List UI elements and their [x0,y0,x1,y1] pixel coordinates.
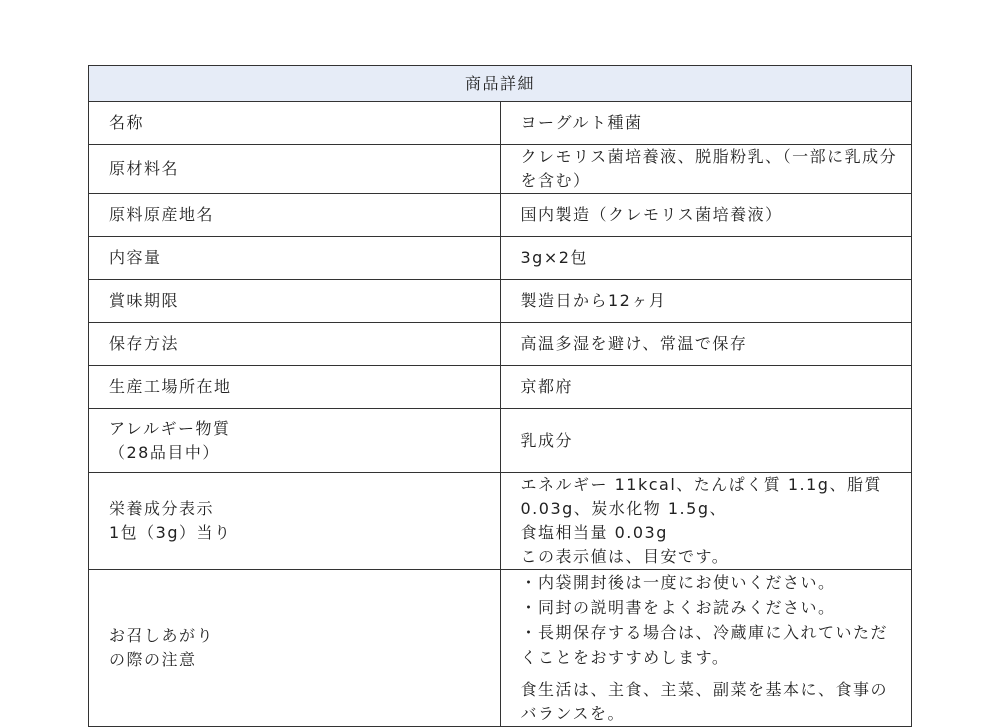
table-row [89,570,912,727]
nutrition-label-line: 栄養成分表示 [109,499,215,518]
table-row [89,366,912,409]
row-label-contents: 内容量 [89,237,501,280]
list-item: ・同封の説明書をよくお読みください。 [520,598,836,617]
table-row [89,145,912,194]
row-label-allergen [89,409,501,473]
table-row [89,102,912,145]
notes-label-line: の際の注意 [109,650,197,669]
table-row [89,280,912,323]
row-label-factory: 生産工場所在地 [89,366,501,409]
row-value-storage: 高温多湿を避け、常温で保存 [500,323,912,366]
row-label-storage: 保存方法 [89,323,501,366]
row-value-best-before: 製造日から12ヶ月 [500,280,912,323]
row-label-nutrition [89,473,501,570]
row-label-notes [89,570,501,727]
table-row [89,409,912,473]
notes-footer: 食生活は、主食、主菜、副菜を基本に、食事のバランスを。 [520,680,889,723]
row-value-contents: 3g×2包 [500,237,912,280]
row-label-name: 名称 [89,102,501,145]
notes-list [521,570,904,670]
table-title: 商品詳細 [89,66,912,102]
list-item: ・長期保存する場合は、冷蔵庫に入れていただくことをおすすめします。 [520,623,889,667]
nutrition-value-line: 食塩相当量 0.03g [520,523,668,542]
row-value-ingredients: クレモリス菌培養液、脱脂粉乳、（一部に乳成分を含む） [500,145,912,194]
row-label-origin: 原料原産地名 [89,194,501,237]
notes-label-line: お召しあがり [109,626,215,645]
row-value-nutrition [500,473,912,570]
row-value-factory: 京都府 [500,366,912,409]
product-detail-table [88,65,912,727]
list-item: ・内袋開封後は一度にお使いください。 [520,573,836,592]
table-row [89,323,912,366]
nutrition-value-line: この表示値は、目安です。 [520,547,730,566]
table-row [89,194,912,237]
nutrition-value-line: エネルギー 11kcal、たんぱく質 1.1g、脂質 0.03g、炭水化物 1.5g、 [520,475,882,518]
table-row [89,473,912,570]
row-value-notes [500,570,912,727]
allergen-label-line: アレルギー物質 [109,418,231,438]
table-header-row [89,66,912,102]
row-value-allergen: 乳成分 [500,409,912,473]
row-label-best-before: 賞味期限 [89,280,501,323]
row-value-origin: 国内製造（クレモリス菌培養液） [500,194,912,237]
allergen-label-line: （28品目中） [109,442,220,462]
nutrition-label-line: 1包（3g）当り [109,523,232,542]
row-label-ingredients: 原材料名 [89,145,501,194]
row-value-name: ヨーグルト種菌 [500,102,912,145]
table-row [89,237,912,280]
